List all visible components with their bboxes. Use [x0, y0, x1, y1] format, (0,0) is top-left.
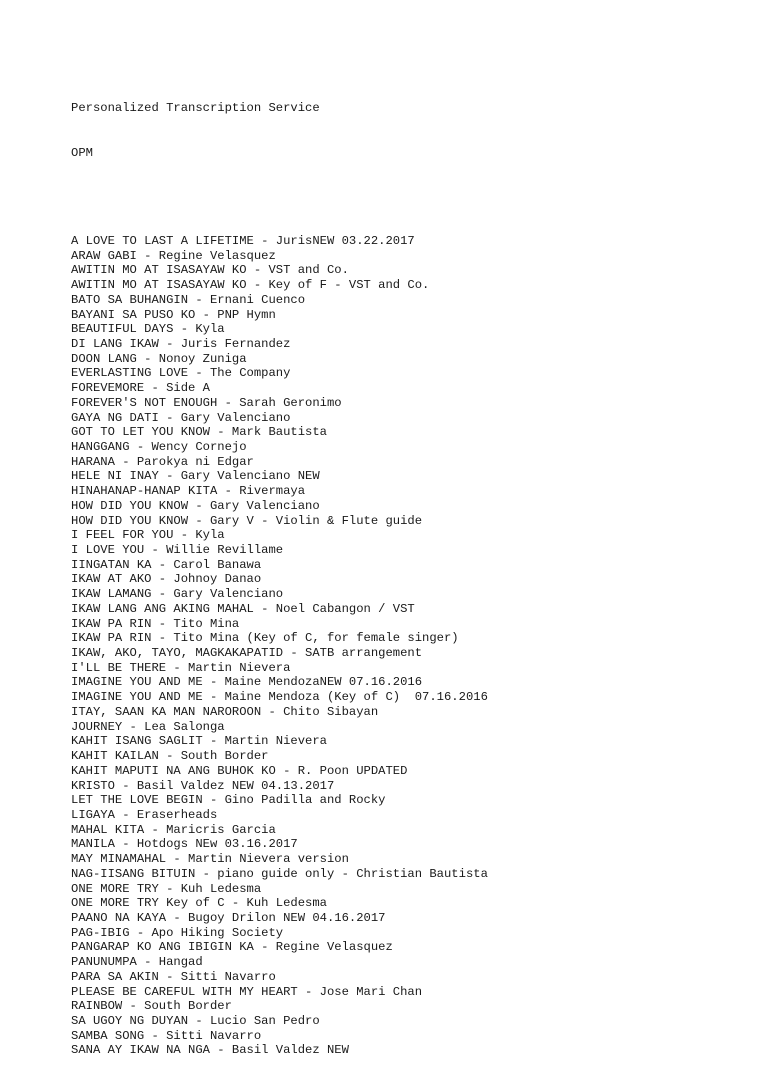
list-item: BAYANI SA PUSO KO - PNP Hymn	[71, 307, 276, 322]
list-item: PAG-IBIG - Apo Hiking Society	[71, 925, 284, 940]
list-item: EVERLASTING LOVE - The Company	[71, 366, 291, 381]
category-label: OPM	[71, 145, 93, 160]
list-item: A LOVE TO LAST A LIFETIME - JurisNEW 03.22.2017	[71, 233, 415, 248]
list-item: KAHIT MAPUTI NA ANG BUHOK KO - R. Poon UPDATED	[71, 763, 408, 778]
list-item: KAHIT KAILAN - South Border	[71, 749, 269, 764]
list-item: GAYA NG DATI - Gary Valenciano	[71, 410, 291, 425]
list-item: GOT TO LET YOU KNOW - Mark Bautista	[71, 425, 327, 440]
list-item: KRISTO - Basil Valdez NEW 04.13.2017	[71, 778, 335, 793]
list-item: HARANA - Parokya ni Edgar	[71, 454, 254, 469]
list-item: IKAW LAMANG - Gary Valenciano	[71, 587, 284, 602]
list-item: IMAGINE YOU AND ME - Maine Mendoza (Key of C) 07.16.2016	[71, 690, 488, 705]
list-item: SAMBA SONG - Sitti Navarro	[71, 1028, 262, 1043]
list-item: HOW DID YOU KNOW - Gary Valenciano	[71, 498, 320, 513]
document-page	[71, 72, 761, 1073]
list-item: SA UGOY NG DUYAN - Lucio San Pedro	[71, 1014, 320, 1028]
list-item: BATO SA BUHANGIN - Ernani Cuenco	[71, 292, 306, 307]
list-item: DI LANG IKAW - Juris Fernandez	[71, 336, 291, 351]
list-item: IINGATAN KA - Carol Banawa	[71, 557, 262, 572]
list-item: SANA AY IKAW NA NGA - Basil Valdez NEW	[71, 1043, 349, 1058]
list-item: BEAUTIFUL DAYS - Kyla	[71, 322, 225, 337]
document-title: Personalized Transcription Service	[71, 101, 320, 116]
list-item: IKAW PA RIN - Tito Mina	[71, 616, 240, 631]
list-item: DOON LANG - Nonoy Zuniga	[71, 351, 247, 366]
list-item: PAANO NA KAYA - Bugoy Drilon NEW 04.16.2017	[71, 910, 386, 925]
list-item: PARA SA AKIN - Sitti Navarro	[71, 969, 276, 984]
list-item: RAINBOW - South Border	[71, 999, 232, 1014]
list-item: ONE MORE TRY Key of C - Kuh Ledesma	[71, 896, 327, 911]
list-item: FOREVER'S NOT ENOUGH - Sarah Geronimo	[71, 395, 342, 410]
list-item: AWITIN MO AT ISASAYAW KO - Key of F - VST and Co.	[71, 278, 430, 293]
list-item: KAHIT ISANG SAGLIT - Martin Nievera	[71, 734, 327, 749]
list-item: PLEASE BE CAREFUL WITH MY HEART - Jose Mari Chan	[71, 984, 423, 999]
list-item: I FEEL FOR YOU - Kyla	[71, 528, 225, 543]
list-item: ONE MORE TRY - Kuh Ledesma	[71, 881, 262, 896]
list-item: MANILA - Hotdogs NEw 03.16.2017	[71, 837, 298, 852]
list-item: PANGARAP KO ANG IBIGIN KA - Regine Velasquez	[71, 940, 393, 955]
list-item: JOURNEY - Lea Salonga	[71, 719, 225, 734]
list-item: IKAW AT AKO - Johnoy Danao	[71, 572, 262, 587]
spacer	[71, 190, 761, 205]
list-item: PANUNUMPA - Hangad	[71, 955, 203, 970]
list-item: NAG-IISANG BITUIN - piano guide only - Christian Bautista	[71, 866, 488, 881]
list-item: ITAY, SAAN KA MAN NAROROON - Chito Sibayan	[71, 704, 379, 719]
list-item: I LOVE YOU - Willie Revillame	[71, 543, 284, 557]
list-item: LIGAYA - Eraserheads	[71, 807, 218, 822]
list-item: IKAW PA RIN - Tito Mina (Key of C, for female singer)	[71, 631, 459, 646]
list-item: HOW DID YOU KNOW - Gary V - Violin & Flute guide	[71, 513, 423, 528]
list-item: LET THE LOVE BEGIN - Gino Padilla and Rocky	[71, 793, 386, 808]
list-item: HANGGANG - Wency Cornejo	[71, 439, 247, 454]
list-item: AWITIN MO AT ISASAYAW KO - VST and Co.	[71, 263, 349, 278]
list-item: IKAW, AKO, TAYO, MAGKAKAPATID - SATB arrangement	[71, 646, 423, 661]
song-list	[71, 234, 761, 1058]
list-item: MAHAL KITA - Maricris Garcia	[71, 822, 276, 837]
list-item: ARAW GABI - Regine Velasquez	[71, 248, 276, 263]
list-item: HELE NI INAY - Gary Valenciano NEW	[71, 469, 320, 484]
list-item: MAY MINAMAHAL - Martin Nievera version	[71, 852, 349, 867]
list-item: HINAHANAP-HANAP KITA - Rivermaya	[71, 484, 306, 499]
list-item: FOREVEMORE - Side A	[71, 381, 210, 396]
list-item: I'LL BE THERE - Martin Nievera	[71, 660, 291, 675]
list-item: IKAW LANG ANG AKING MAHAL - Noel Cabangon / VST	[71, 601, 415, 616]
list-item: IMAGINE YOU AND ME - Maine MendozaNEW 07.16.2016	[71, 675, 423, 690]
